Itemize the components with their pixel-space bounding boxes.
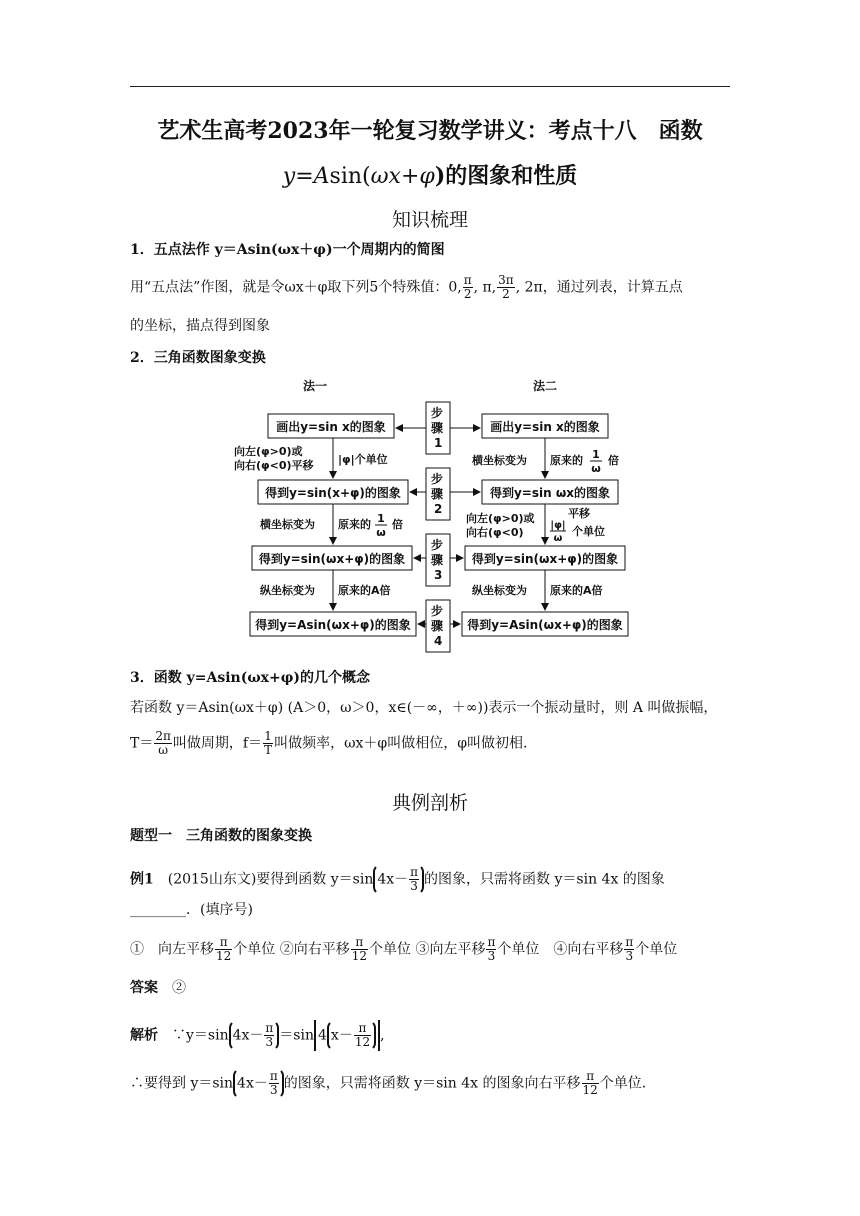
item2-title: 2．三角函数图象变换 [130,350,266,366]
left-label-1c: |φ|个单位 [338,453,388,466]
step-4: 步骤 4 [431,604,444,648]
answer: 答案 ② [130,980,186,996]
step-2: 步骤 2 [431,472,444,516]
right-box-1: 画出y=sin x的图象 [490,420,600,434]
conclusion: ∴要得到 y＝sin 4x－ $\frac{\pi}{3}$ 的图象，只需将函数 y＝sin 4x 的图象向右平移 $\frac{\pi}{12}$ 个单位. [130,1069,647,1097]
svg-text:ω: ω [553,533,563,544]
left-label-2a: 横坐标变为 [260,518,315,531]
section-heading-examples: 典例剖析 [391,792,468,814]
right-label-3a: 纵坐标变为 [472,584,527,597]
top-rule [130,86,730,87]
item3-title: 3．函数 y=Asin(ωx+φ)的几个概念 [130,670,371,686]
analysis: 解析 ∵y＝sin 4x－ $\frac{\pi}{3}$ ＝sin 4 x－ $\frac{\pi}{12}$ , [130,1021,385,1049]
item1-text-2: 的坐标，描点得到图象 [130,318,270,334]
right-label-2a: 向左(φ>0)或 [466,512,535,525]
svg-text:|φ|: |φ| [550,520,566,531]
left-box-1: 画出y=sin x的图象 [276,420,386,434]
right-label-2b: 向右(φ<0) [466,526,524,539]
left-label-1a: 向左(φ>0)或 [234,445,303,458]
left-box-2: 得到y=sin(x+φ)的图象 [265,486,401,500]
right-label-2c: 平移 [568,507,590,520]
left-label-3a: 纵坐标变为 [260,584,315,597]
left-label-3b: 原来的A倍 [338,584,391,597]
section-heading-knowledge: 知识梳理 [391,209,468,231]
right-box-2: 得到y=sin ωx的图象 [489,486,611,500]
col-label-1: 法一 [302,379,328,393]
left-label-2b: 原来的 [338,518,371,531]
transform-diagram [220,372,640,664]
item1-title: 1．五点法作 y＝Asin(ωx＋φ)一个周期内的简图 [130,242,445,258]
svg-text:ω: ω [591,462,601,475]
page-title-line2: y=Asin(ωx+φ)的图象和性质 [282,163,578,189]
svg-text:ω: ω [376,526,386,539]
right-label-1a: 横坐标变为 [472,454,527,467]
example1: 例1 (2015山东文)要得到函数 y＝sin 4x－ $\frac{\pi}{3}$ 的图象，只需将函数 y＝sin 4x 的图象 [130,865,665,893]
item3-line1: 若函数 y＝Asin(ωx＋φ) (A＞0，ω＞0，x∈(－∞，＋∞))表示一个振动量时，则 A 叫做振幅， [130,700,718,716]
left-box-3: 得到y=sin(ωx+φ)的图象 [258,552,406,566]
step-1: 步骤 1 [431,406,444,450]
left-box-4: 得到y=Asin(ωx+φ)的图象 [255,618,411,632]
right-box-4: 得到y=Asin(ωx+φ)的图象 [467,618,623,632]
step-3: 步骤 3 [431,538,444,582]
svg-text:1: 1 [377,512,385,525]
example1-options: ① 向左平移 $\frac{\pi}{12}$ 个单位 ②向右平移 $\frac{\pi}{12}$ 个单位 ③向左平移 $\frac{\pi}{3}$ 个单位 ④向右平移 $\frac{\pi}{3}$ 个单位 [130,935,678,963]
right-label-1c: 倍 [608,454,619,467]
item1-text: 用“五点法”作图，就是令ωx＋φ取下列5个特殊值：0, $\frac{\pi}{2}$ , π, $\frac{3\pi}{2}$ , 2π，通过列表，计算五点 [130,273,683,301]
right-box-3: 得到y=sin(ωx+φ)的图象 [471,552,619,566]
left-label-1b: 向右(φ<0)平移 [234,459,314,472]
svg-text:1: 1 [592,448,600,461]
right-label-3b: 原来的A倍 [550,584,603,597]
item3-line2: T＝ $\frac{2\pi}{\omega}$ 叫做周期，f＝ $\frac{1}{T}$ 叫做频率，ωx＋φ叫做相位，φ叫做初相. [130,729,528,757]
col-label-2: 法二 [532,379,558,393]
right-label-2d: 个单位 [572,525,605,538]
left-label-2c: 倍 [392,518,403,531]
page-title: 艺术生高考2023年一轮复习数学讲义：考点十八 函数 [157,118,703,144]
type1-title: 题型一 三角函数的图象变换 [130,828,312,844]
right-label-1b: 原来的 [550,454,583,467]
example1-blank: ________．(填序号) [130,902,253,918]
